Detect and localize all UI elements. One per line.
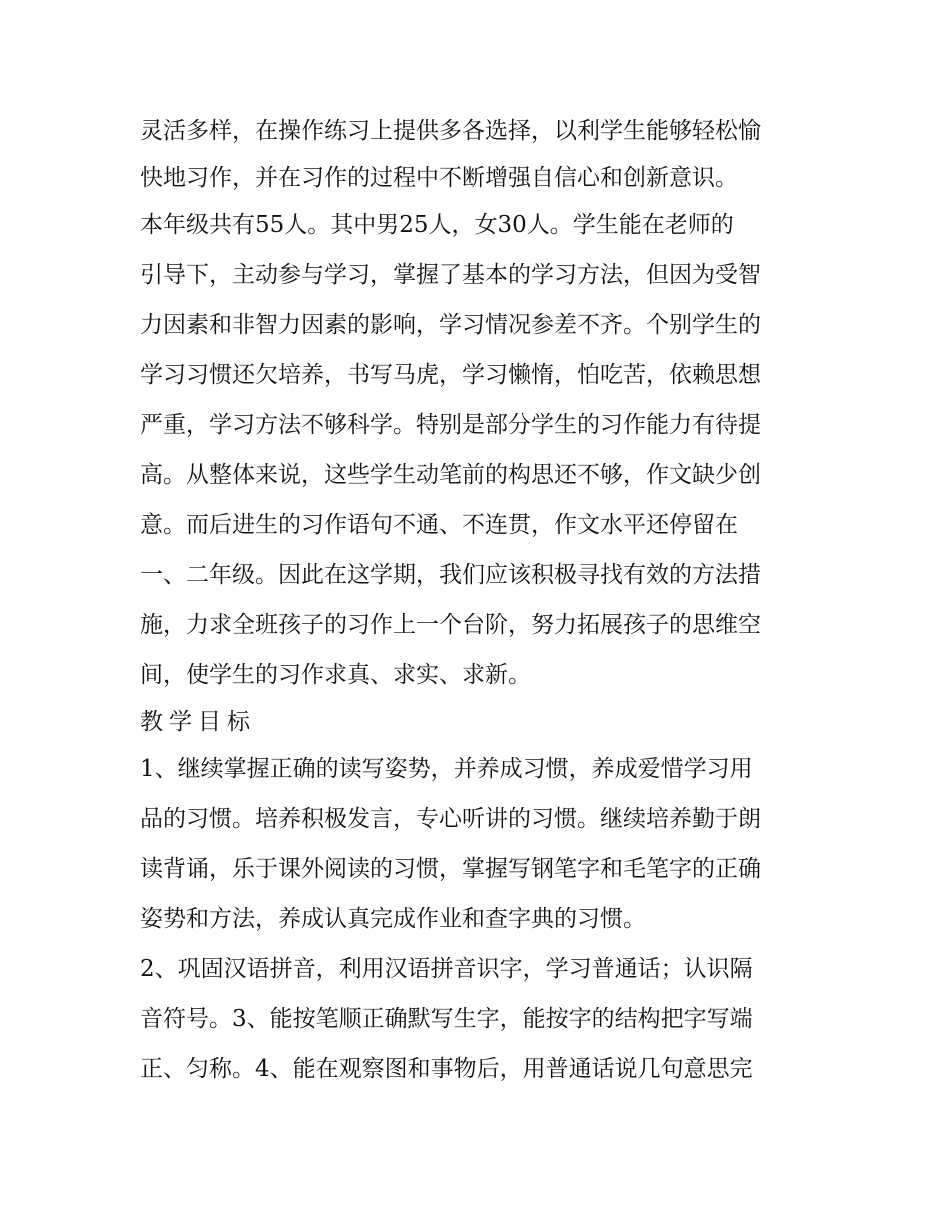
paragraph-line: 一、二年级。因此在这学期，我们应该积极寻找有效的方法措 bbox=[140, 562, 761, 588]
paragraph-line: 施，力求全班孩子的习作上一个台阶，努力拓展孩子的思维空 bbox=[140, 612, 761, 638]
paragraph-line: 严重，学习方法不够科学。特别是部分学生的习作能力有待提 bbox=[140, 412, 761, 438]
paragraph-line: 正、匀称。4、能在观察图和事物后，用普通话说几句意思完 bbox=[140, 1056, 753, 1082]
paragraph-line: 高。从整体来说，这些学生动笔前的构思还不够，作文缺少创 bbox=[140, 462, 761, 488]
paragraph-line: 姿势和方法，养成认真完成作业和查字典的习惯。 bbox=[140, 906, 646, 932]
paragraph-line: 灵活多样，在操作练习上提供多各选择，以利学生能够轻松愉 bbox=[140, 118, 761, 144]
paragraph-line: 学习习惯还欠培养，书写马虎，学习懒惰，怕吃苦，依赖思想 bbox=[140, 362, 761, 388]
paragraph-line: 间，使学生的习作求真、求实、求新。 bbox=[140, 662, 531, 688]
paragraph-line: 力因素和非智力因素的影响，学习情况参差不齐。个别学生的 bbox=[140, 312, 761, 338]
paragraph-line: 引导下，主动参与学习，掌握了基本的学习方法，但因为受智 bbox=[140, 262, 761, 288]
paragraph-line: 1、继续掌握正确的读写姿势，并养成习惯，养成爱惜学习用 bbox=[140, 756, 753, 782]
paragraph-line: 快地习作，并在习作的过程中不断增强自信心和创新意识。 bbox=[140, 165, 738, 191]
paragraph-line: 品的习惯。培养积极发言，专心听讲的习惯。继续培养勤于朗 bbox=[140, 806, 761, 832]
paragraph-line: 读背诵，乐于课外阅读的习惯，掌握写钢笔字和毛笔字的正确 bbox=[140, 856, 761, 882]
paragraph-line: 本年级共有55人。其中男25人，女30人。学生能在老师的 bbox=[140, 212, 734, 238]
paragraph-line: 音符号。3、能按笔顺正确默写生字，能按字的结构把字写端 bbox=[140, 1006, 753, 1032]
section-heading: 教学目标 bbox=[140, 709, 256, 735]
paragraph-line: 2、巩固汉语拼音，利用汉语拼音识字，学习普通话；认识隔 bbox=[140, 956, 753, 982]
paragraph-line: 意。而后进生的习作语句不通、不连贯，作文水平还停留在 bbox=[140, 512, 738, 538]
document-body bbox=[140, 106, 830, 1094]
